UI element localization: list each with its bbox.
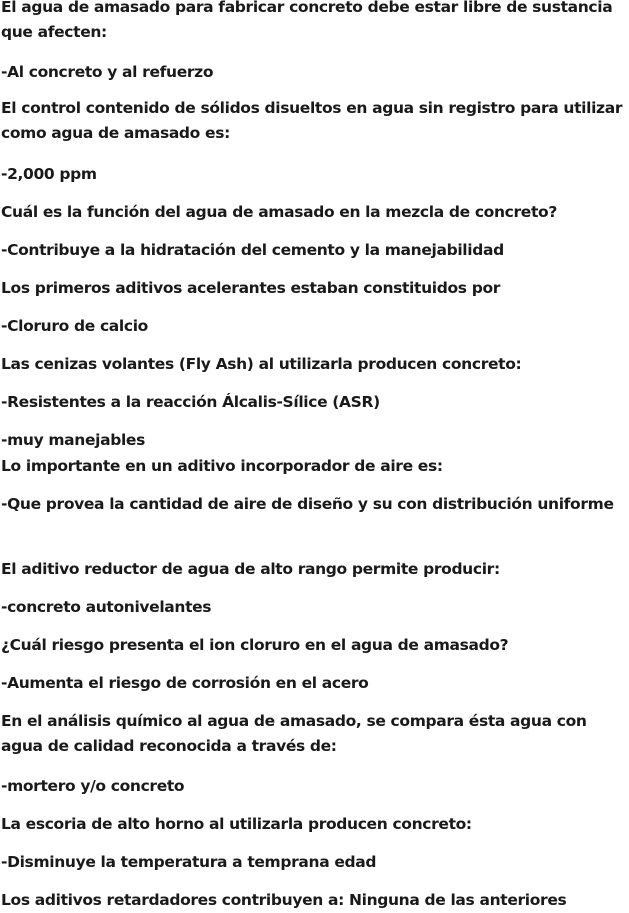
- question-text: Lo importante en un aditivo incorporador de aire es:: [1, 457, 443, 475]
- answer-text: -mortero y/o concreto: [1, 777, 185, 795]
- answer-text: -Disminuye la temperatura a temprana edad: [1, 853, 377, 871]
- question-text: Cuál es la función del agua de amasado en la mezcla de concreto?: [1, 203, 557, 221]
- question-text: La escoria de alto horno al utilizarla producen concreto:: [1, 815, 472, 833]
- answer-text: -concreto autonivelantes: [1, 598, 212, 616]
- answer-text: -Cloruro de calcio: [1, 317, 148, 335]
- answer-text: -Aumenta el riesgo de corrosión en el acero: [1, 674, 369, 692]
- question-text: ¿Cuál riesgo presenta el ion cloruro en el agua de amasado?: [1, 636, 509, 654]
- question-text: El aditivo reductor de agua de alto rango permite producir:: [1, 560, 500, 578]
- question-text: Los primeros aditivos acelerantes estaban constituidos por: [1, 279, 501, 297]
- answer-text: -Contribuye a la hidratación del cemento y la manejabilidad: [1, 241, 504, 259]
- question-text: Las cenizas volantes (Fly Ash) al utilizarla producen concreto:: [1, 355, 522, 373]
- question-text: El control contenido de sólidos disueltos en agua sin registro para utilizar como agua de amasado es:: [1, 99, 623, 142]
- question-text: Los aditivos retardadores contribuyen a: Ninguna de las anteriores: [1, 891, 567, 909]
- answer-text: -Resistentes a la reacción Álcalis-Sílice (ASR): [1, 393, 380, 411]
- answer-text: -Al concreto y al refuerzo: [1, 63, 214, 81]
- answer-text: -2,000 ppm: [1, 165, 97, 183]
- answer-text: -muy manejables: [1, 431, 145, 449]
- answer-text: -Que provea la cantidad de aire de diseño y su con distribución uniforme: [1, 495, 614, 513]
- question-text: En el análisis químico al agua de amasado, se compara ésta agua con agua de calidad reconocida a través de:: [1, 712, 587, 755]
- question-text: El agua de amasado para fabricar concreto debe estar libre de sustancia que afecten:: [1, 0, 613, 41]
